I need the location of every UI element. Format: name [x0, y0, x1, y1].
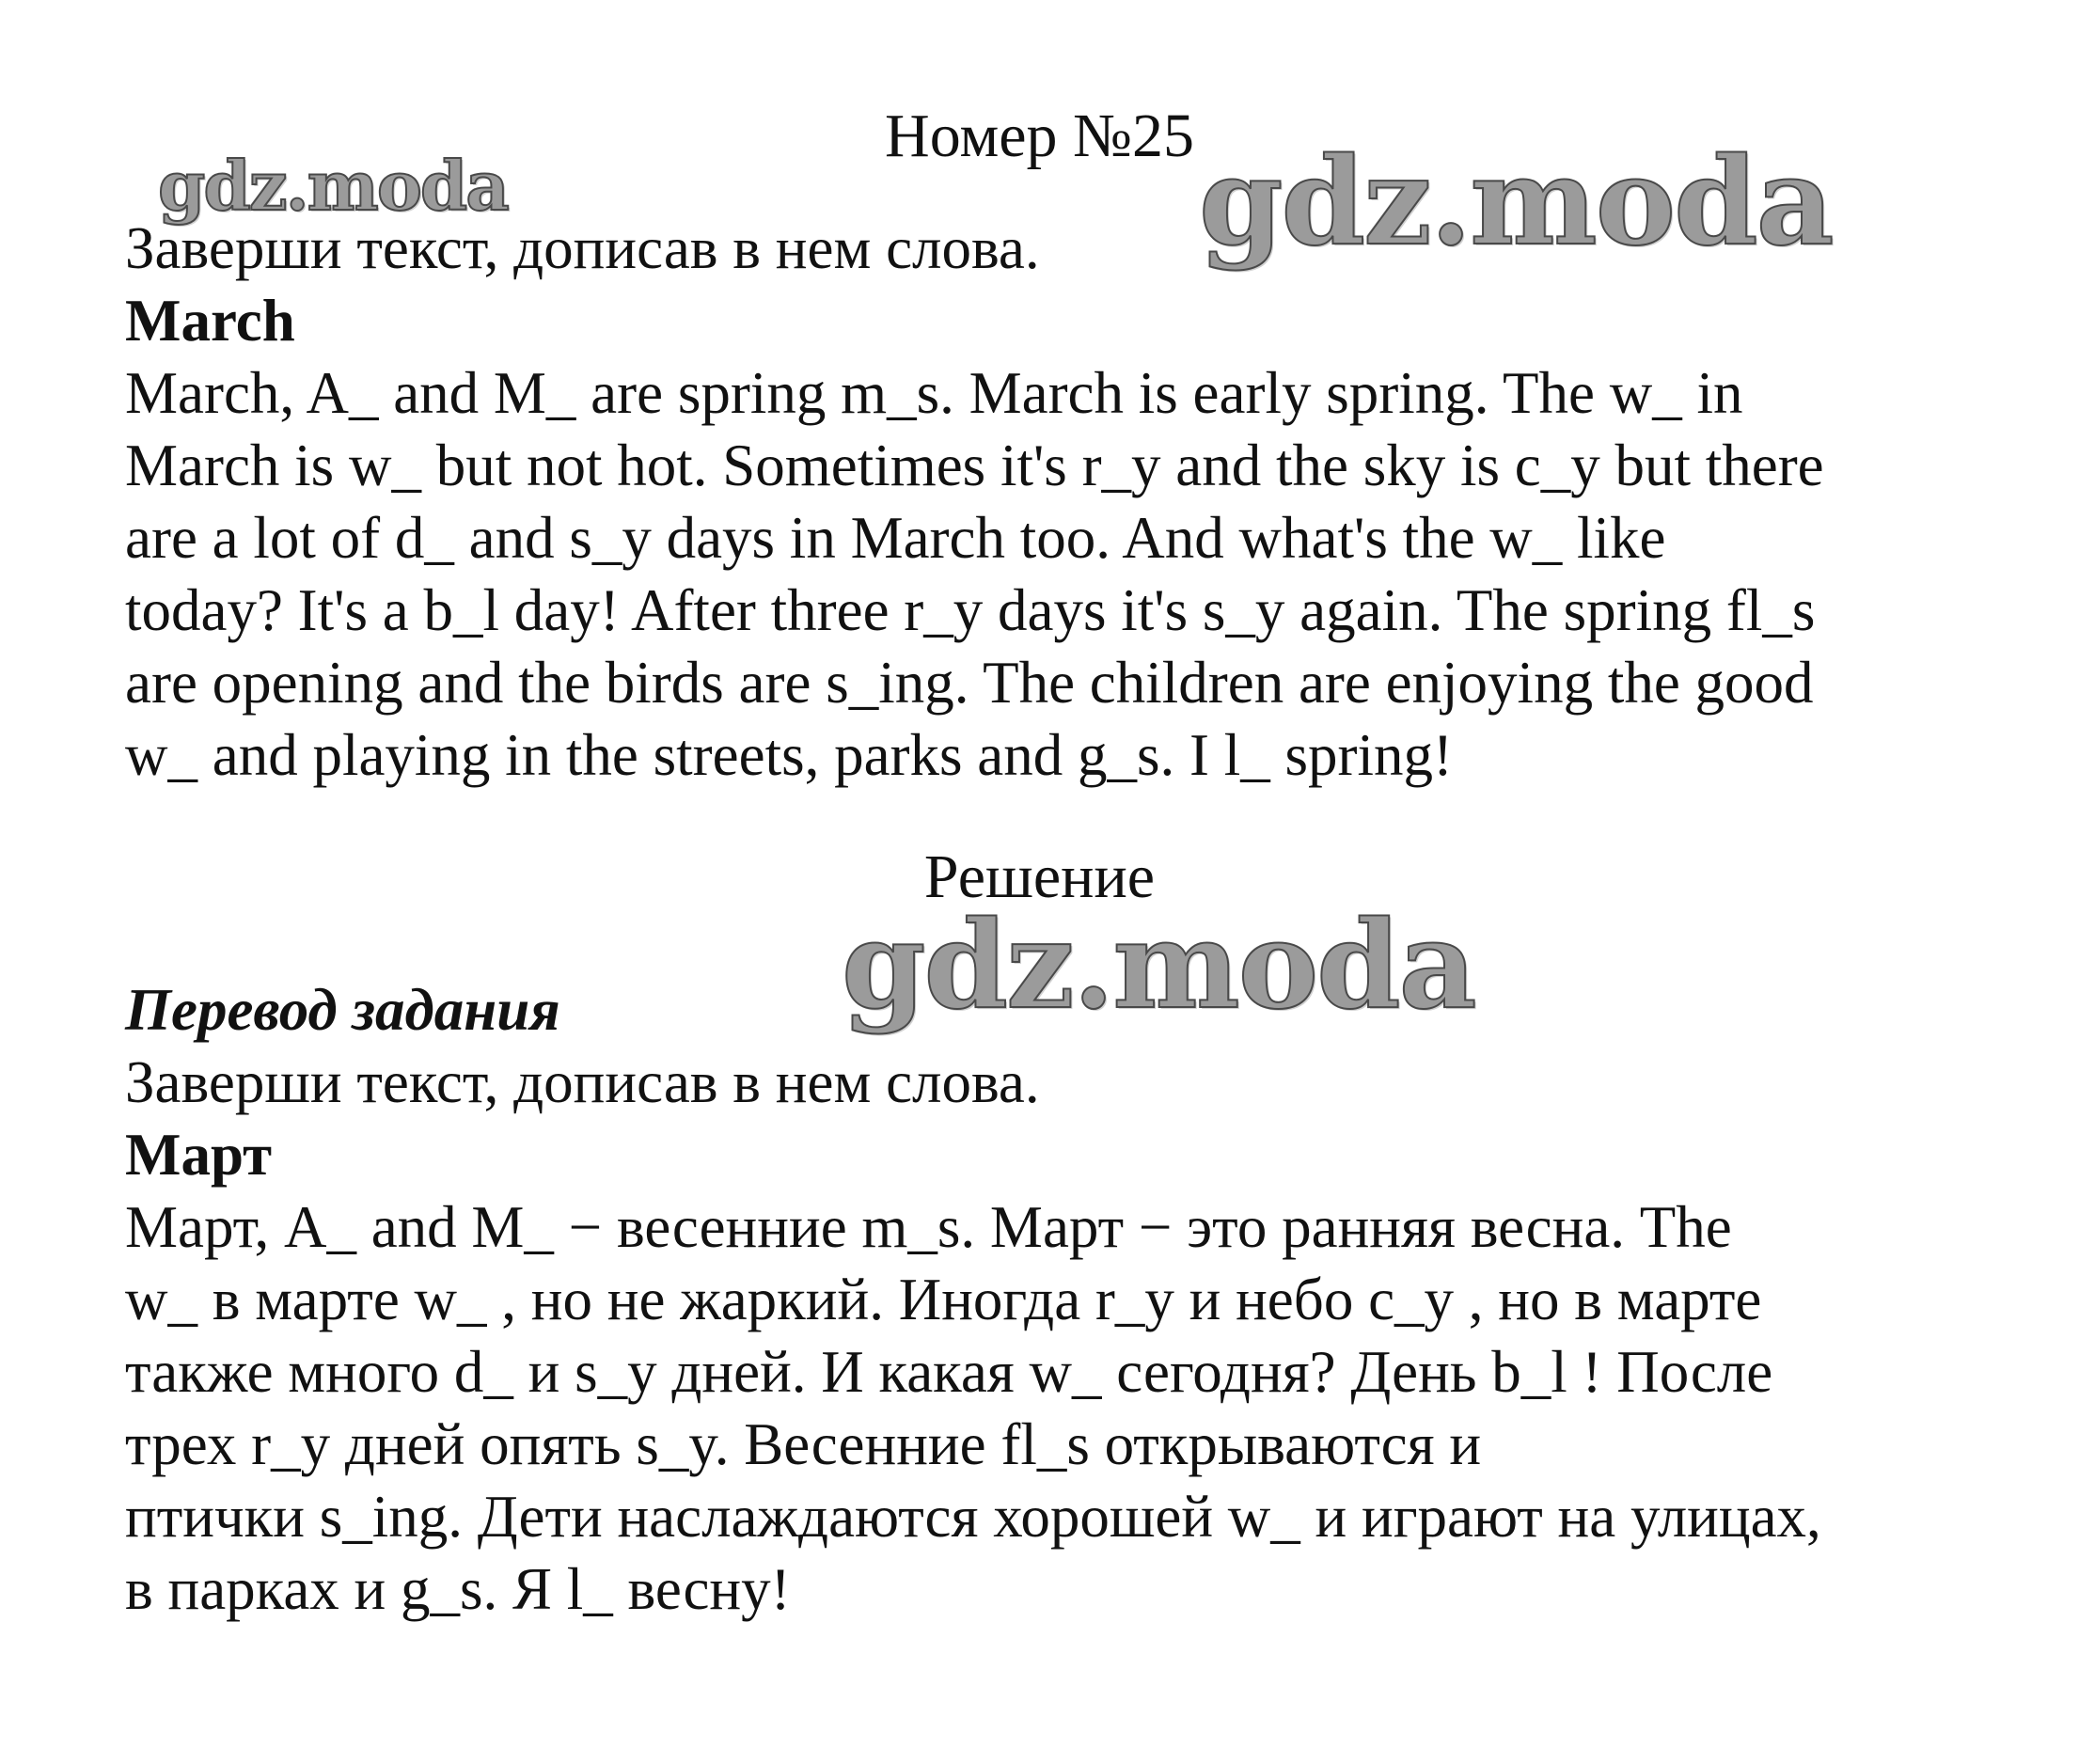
solution-instruction: Заверши текст, дописав в нем слова.	[125, 1049, 1040, 1115]
task-text-line-2: March is w_ but not hot. Sometimes it's r_y and the sky is c_y but there	[125, 433, 1824, 498]
task-heading: March	[125, 288, 295, 354]
task-text-line-3: are a lot of d_ and s_y days in March too. And what's the w_ like	[125, 505, 1666, 571]
task-instruction: Заверши текст, дописав в нем слова.	[125, 215, 1040, 281]
watermark-logo-middle: gdz.moda	[842, 895, 1475, 1036]
solution-heading: Март	[125, 1122, 273, 1188]
solution-text-line-2: w_ в марте w_ , но не жаркий. Иногда r_y и небо c_y , но в марте	[125, 1267, 1762, 1332]
translation-heading: Перевод задания	[125, 977, 560, 1043]
exercise-number-title: Номер №25	[885, 102, 1194, 170]
solution-text-line-1: Март, A_ and M_ − весенние m_s. Март − это ранняя весна. The	[125, 1194, 1732, 1260]
watermark-logo-top-right: gdz.moda	[1199, 132, 1833, 273]
task-text-line-6: w_ and playing in the streets, parks and g_s. I l_ spring!	[125, 722, 1453, 788]
solution-title: Решение	[923, 843, 1156, 911]
watermark-logo-top-left: gdz.moda	[158, 146, 508, 226]
solution-text-line-6: в парках и g_s. Я l_ весну!	[125, 1556, 791, 1622]
task-section	[125, 213, 1982, 792]
task-text-line-4: today? It's a b_l day! After three r_y days it's s_y again. The spring fl_s	[125, 577, 1816, 643]
solution-text-line-3: также много d_ и s_y дней. И какая w_ сегодня? День b_l ! После	[125, 1339, 1773, 1405]
task-text-line-1: March, A_ and M_ are spring m_s. March is early spring. The w_ in	[125, 360, 1743, 426]
task-text-line-5: are opening and the birds are s_ing. The children are enjoying the good	[125, 650, 1814, 716]
solution-text-line-4: трех r_y дней опять s_y. Весенние fl_s открываются и	[125, 1411, 1482, 1477]
solution-section	[125, 974, 1982, 1626]
solution-text-line-5: птички s_ing. Дети наслаждаются хорошей w_ и играют на улицах,	[125, 1484, 1821, 1550]
